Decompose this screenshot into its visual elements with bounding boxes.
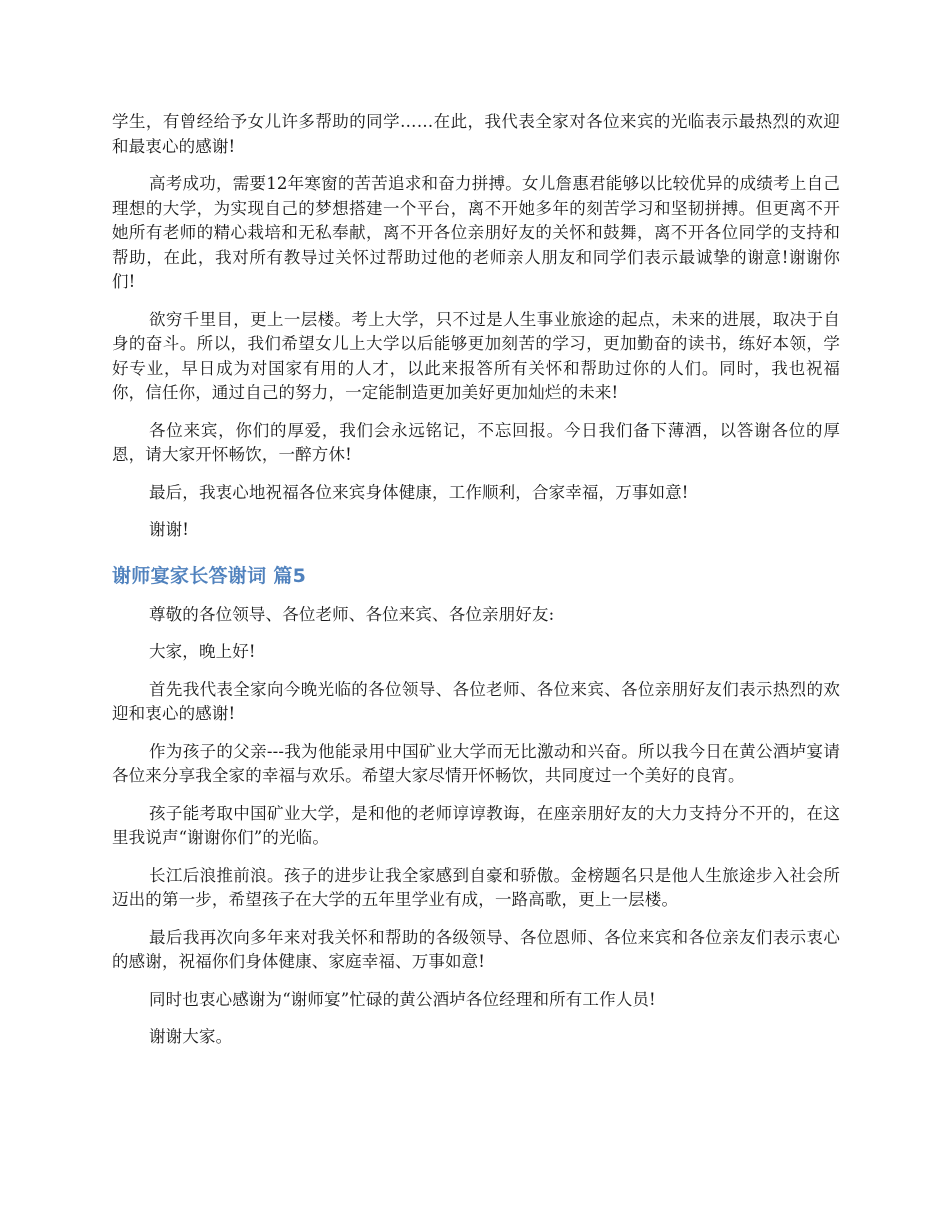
salutation: 尊敬的各位领导、各位老师、各位来宾、各位亲朋好友: <box>149 604 555 624</box>
paragraph: 各位来宾，你们的厚爱，我们会永远铭记，不忘回报。今日我们备下薄酒，以答谢各位的厚恩，请大家开怀畅饮，一醉方休! <box>112 420 840 464</box>
paragraph: 长江后浪推前浪。孩子的进步让我全家感到自豪和骄傲。金榜题名只是他人生旅途步入社会所迈出的第一步，希望孩子在大学的五年里学业有成，一路高歌，更上一层楼。 <box>112 865 840 909</box>
paragraph: 高考成功，需要12年寒窗的苦苦追求和奋力拼搏。女儿詹惠君能够以比较优异的成绩考上自己理想的大学，为实现自己的梦想搭建一个平台，离不开她多年的刻苦学习和坚韧拼搏。但更离不开她所有老师的精心栽培和无私奉献，离不开各位亲朋好友的关怀和鼓舞，离不开各位同学的支持和帮助，在此，我对所有教导过关怀过帮助过他的老师亲人朋友和同学们表示最诚挚的谢意!谢谢你们! <box>112 174 840 291</box>
paragraph: 谢谢! <box>149 520 190 539</box>
paragraph: 孩子能考取中国矿业大学，是和他的老师谆谆教诲，在座亲朋好友的大力支持分不开的，在这里我说声“谢谢你们”的光临。 <box>112 803 840 847</box>
paragraph: 欲穷千里目，更上一层楼。考上大学，只不过是人生事业旅途的起点，未来的进展，取决于自身的奋斗。所以，我们希望女儿上大学以后能够更加刻苦的学习，更加勤奋的读书，练好本领，学好专业，早日成为对国家有用的人才，以此来报答所有关怀和帮助过你的人们。同时，我也祝福你，信任你，通过自己的努力，一定能制造更加美好更加灿烂的未来! <box>112 309 840 402</box>
paragraph: 作为孩子的父亲---我为他能录用中国矿业大学而无比激动和兴奋。所以我今日在黄公酒垆宴请各位来分享我全家的幸福与欢乐。希望大家尽情开怀畅饮，共同度过一个美好的良宵。 <box>112 741 840 785</box>
paragraph: 首先我代表全家向今晚光临的各位领导、各位老师、各位来宾、各位亲朋好友们表示热烈的欢迎和衷心的感谢! <box>112 679 840 723</box>
paragraph: 最后我再次向多年来对我关怀和帮助的各级领导、各位恩师、各位来宾和各位亲友们表示衷心的感谢，祝福你们身体健康、家庭幸福、万事如意! <box>112 927 840 971</box>
greeting: 大家，晚上好! <box>149 642 256 661</box>
closing-line: 谢谢大家。 <box>149 1027 233 1046</box>
paragraph: 最后，我衷心地祝福各位来宾身体健康，工作顺利，合家幸福，万事如意! <box>149 482 689 502</box>
document-body <box>112 110 840 1063</box>
paragraph-continued: 学生，有曾经给予女儿许多帮助的同学……在此，我代表全家对各位来宾的光临表示最热烈的欢迎和最衷心的感谢! <box>112 112 840 156</box>
section-heading: 谢师宴家长答谢词 篇5 <box>112 564 307 587</box>
paragraph: 同时也衷心感谢为“谢师宴”忙碌的黄公酒垆各位经理和所有工作人员! <box>149 989 656 1009</box>
